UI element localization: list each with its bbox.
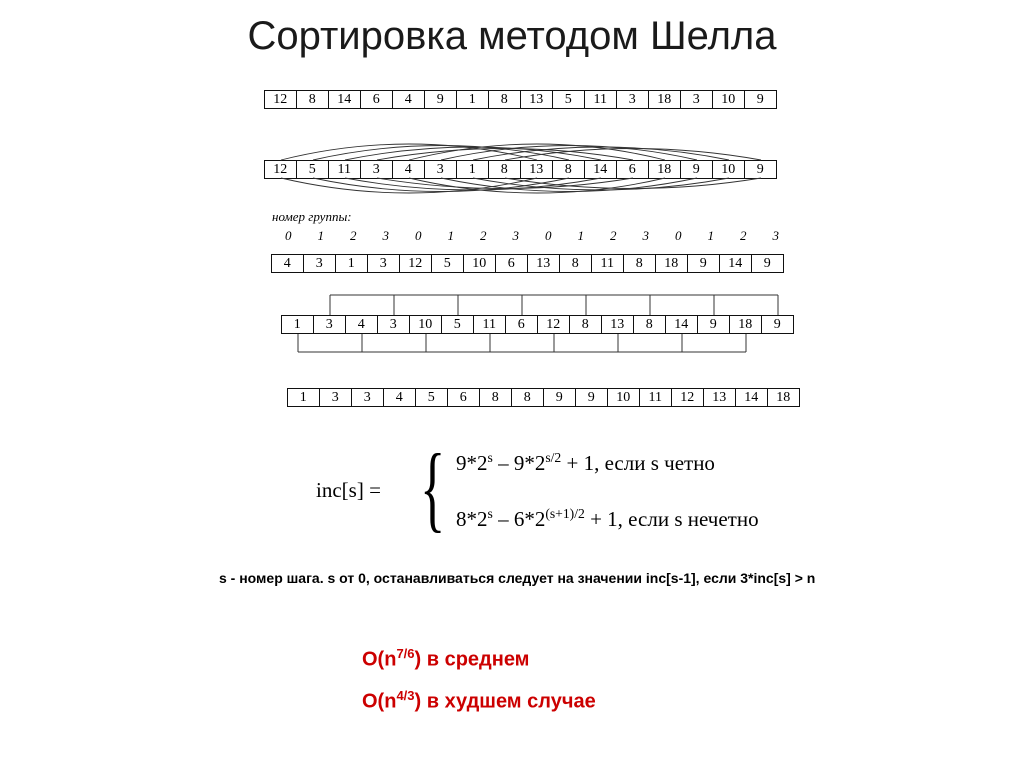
array-cell: 3 [303, 254, 337, 273]
array-cell: 4 [392, 90, 426, 109]
group-id: 2 [480, 228, 487, 243]
array-cell: 1 [456, 160, 490, 179]
group-id: 3 [772, 228, 779, 243]
array-cell: 12 [264, 90, 298, 109]
complexity-text: ) в худшем случае [414, 690, 596, 713]
group-id: 3 [382, 228, 389, 243]
group-id: 1 [577, 228, 584, 243]
array-cell: 5 [415, 388, 449, 407]
group-id: 2 [740, 228, 747, 243]
array-cell: 8 [552, 160, 586, 179]
array-cell: 3 [319, 388, 353, 407]
array-cell: 1 [335, 254, 369, 273]
array-cell: 6 [616, 160, 650, 179]
array-cell: 5 [431, 254, 465, 273]
array-cell: 6 [447, 388, 481, 407]
array-cell: 9 [687, 254, 721, 273]
array-cell: 5 [441, 315, 475, 334]
array-cell: 18 [648, 90, 682, 109]
array-cell: 3 [377, 315, 411, 334]
array-cell: 14 [584, 160, 618, 179]
array-cell: 4 [345, 315, 379, 334]
array-cell: 3 [616, 90, 650, 109]
array-cell: 8 [633, 315, 667, 334]
complexity-worst [362, 688, 596, 714]
array-cell: 11 [473, 315, 507, 334]
array-cell: 9 [761, 315, 795, 334]
array-cell: 9 [575, 388, 609, 407]
complexity-text: ) в среднем [414, 648, 530, 671]
array-cell: 6 [495, 254, 529, 273]
step-note: s - номер шага. s от 0, останавливаться следует на значении inc[s-1], если 3*inc[s] > n [219, 570, 816, 586]
array-cell: 18 [655, 254, 689, 273]
array-cell: 4 [392, 160, 426, 179]
formula-lhs: inc[s] = [316, 478, 381, 502]
array-cell: 6 [505, 315, 539, 334]
array-cell: 18 [767, 388, 801, 407]
array-cell: 13 [601, 315, 635, 334]
array-cell: 8 [569, 315, 603, 334]
array-cell: 3 [367, 254, 401, 273]
array-cell: 18 [648, 160, 682, 179]
array-cell: 10 [409, 315, 443, 334]
array-cell: 12 [399, 254, 433, 273]
formula-case-odd [456, 506, 759, 532]
array-cell: 3 [351, 388, 385, 407]
array-cell: 9 [424, 90, 458, 109]
array-cell: 9 [697, 315, 731, 334]
group-caption: номер группы: [272, 209, 352, 224]
array-cell: 6 [360, 90, 394, 109]
array-cell: 1 [287, 388, 321, 407]
array-cell: 3 [360, 160, 394, 179]
array-cell: 9 [744, 90, 778, 109]
formula-term: + 1, если s четно [561, 451, 715, 475]
array-cell: 11 [639, 388, 673, 407]
group-id: 3 [512, 228, 519, 243]
complexity-average [362, 646, 529, 672]
formula-exp: s [487, 450, 493, 465]
array-cell: 14 [328, 90, 362, 109]
group-id: 2 [350, 228, 357, 243]
array-cell: 14 [735, 388, 769, 407]
array-cell: 13 [527, 254, 561, 273]
array-cell: 10 [607, 388, 641, 407]
complexity-exp: 7/6 [396, 646, 415, 661]
group-id: 1 [317, 228, 324, 243]
formula-term: 8*2 [456, 507, 488, 531]
slide-title: Сортировка методом Шелла [247, 14, 777, 58]
array-cell: 10 [712, 90, 746, 109]
array-cell: 14 [719, 254, 753, 273]
formula-case-even [456, 450, 715, 476]
group-id: 0 [285, 228, 292, 243]
array-cell: 9 [543, 388, 577, 407]
array-cell: 5 [296, 160, 330, 179]
array-cell: 8 [296, 90, 330, 109]
group-id: 1 [447, 228, 454, 243]
complexity-exp: 4/3 [396, 688, 415, 703]
array-cell: 11 [328, 160, 362, 179]
complexity-text: O(n [362, 648, 397, 671]
complexity-text: O(n [362, 690, 397, 713]
array-cell: 1 [281, 315, 315, 334]
group-id: 3 [642, 228, 649, 243]
array-cell: 4 [383, 388, 417, 407]
array-cell: 8 [488, 90, 522, 109]
formula-term: – 9*2 [492, 451, 546, 475]
group-id: 0 [675, 228, 682, 243]
array-cell: 10 [712, 160, 746, 179]
formula-exp: s [487, 506, 493, 521]
array-cell: 9 [751, 254, 785, 273]
array-cell: 9 [680, 160, 714, 179]
array-cell: 3 [313, 315, 347, 334]
array-cell: 8 [559, 254, 593, 273]
array-cell: 1 [456, 90, 490, 109]
formula-exp: s/2 [545, 450, 562, 465]
formula-term: + 1, если s нечетно [584, 507, 759, 531]
array-cell: 5 [552, 90, 586, 109]
array-cell: 12 [537, 315, 571, 334]
array-cell: 8 [511, 388, 545, 407]
array-cell: 12 [671, 388, 705, 407]
array-cell: 11 [584, 90, 618, 109]
array-cell: 13 [703, 388, 737, 407]
array-cell: 3 [424, 160, 458, 179]
group-id: 0 [415, 228, 422, 243]
formula-exp: (s+1)/2 [545, 506, 585, 521]
array-cell: 11 [591, 254, 625, 273]
group-id: 0 [545, 228, 552, 243]
array-cell: 13 [520, 90, 554, 109]
array-cell: 13 [520, 160, 554, 179]
array-cell: 8 [488, 160, 522, 179]
array-cell: 12 [264, 160, 298, 179]
formula-term: 9*2 [456, 451, 488, 475]
group-id: 1 [707, 228, 714, 243]
array-cell: 10 [463, 254, 497, 273]
array-cell: 4 [271, 254, 305, 273]
array-cell: 3 [680, 90, 714, 109]
array-cell: 18 [729, 315, 763, 334]
array-cell: 8 [479, 388, 513, 407]
array-cell: 9 [744, 160, 778, 179]
group-id: 2 [610, 228, 617, 243]
formula-term: – 6*2 [492, 507, 546, 531]
array-cell: 14 [665, 315, 699, 334]
array-cell: 8 [623, 254, 657, 273]
brace-icon: { [420, 434, 446, 541]
